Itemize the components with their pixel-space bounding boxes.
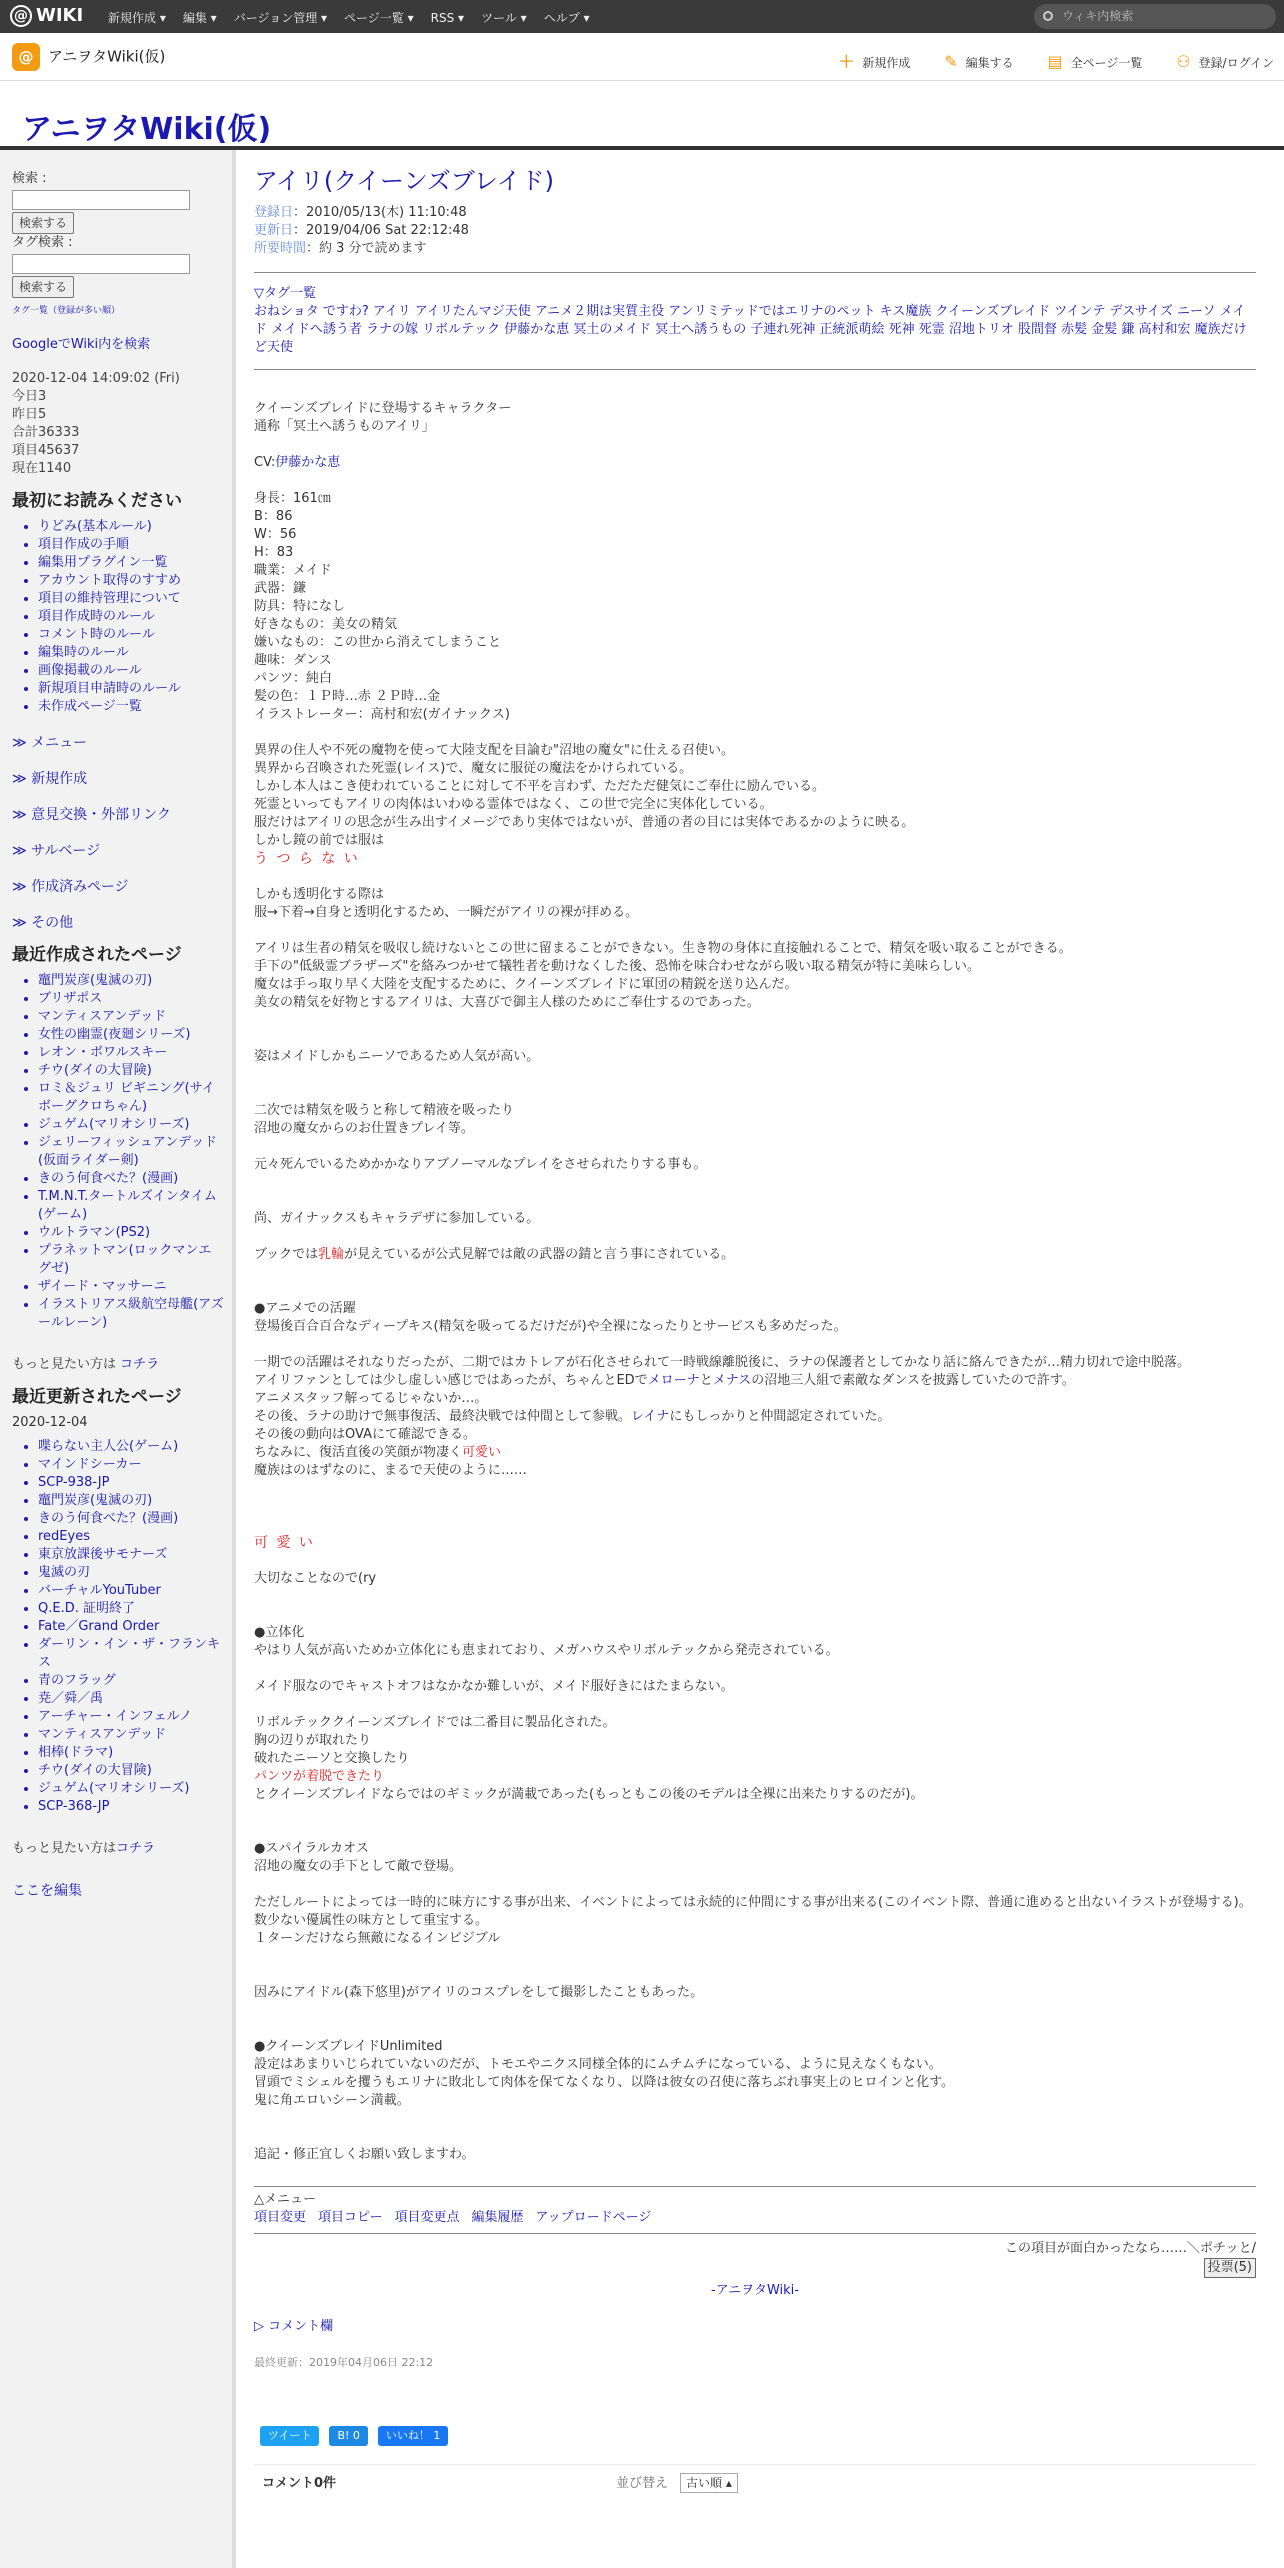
last-update: 最終更新：2019年04月06日 22:12 — [254, 2356, 434, 2369]
list-item[interactable]: • 新規項目申請時のルール — [38, 680, 224, 698]
text: しかし鏡の前では服は — [254, 833, 385, 848]
page-meta — [254, 204, 1256, 258]
text: 登場後百合百合なディープキス(精気を吸ってるだけだが)や全裸になったりとサービスも多めだった。 — [254, 1319, 847, 1334]
menu-link-copy[interactable]: 項目コピー — [318, 2210, 383, 2225]
recent-created-list — [38, 972, 224, 1332]
stat-current: 現在1140 — [12, 461, 72, 476]
list-item[interactable]: • SCP-938-JP — [38, 1474, 224, 1492]
section-heading: ●クイーンズブレイドUnlimited — [254, 2039, 443, 2054]
text: イラストレーター：高村和宏(ガイナックス) — [254, 707, 510, 722]
text: 元々死んでいるためかかなりアブノーマルなプレイをさせられたりする事も。 — [254, 1157, 707, 1172]
text: 身長：161㎝ — [254, 491, 331, 506]
list-item[interactable]: • 竈門炭彦(鬼滅の刃) — [38, 1492, 224, 1510]
text: しかも透明化する際は — [254, 887, 385, 902]
menu-edit[interactable]: 編集 ▾ — [182, 11, 217, 25]
list-item[interactable]: • 未作成ページ一覧 — [38, 698, 224, 716]
text: 趣味：ダンス — [254, 653, 332, 668]
site-logo-icon: @ — [12, 43, 40, 71]
text: 沼地の魔女からのお仕置きプレイ等。 — [254, 1121, 474, 1136]
comments-count: コメント0件 — [262, 2476, 337, 2491]
list-item[interactable]: • 画像掲載のルール — [38, 662, 224, 680]
list-item[interactable]: • 項目の維持管理について — [38, 590, 224, 608]
section-salvage[interactable]: ≫ サルベージ — [12, 843, 101, 859]
text: 通称「冥土へ誘うものアイリ」 — [254, 419, 435, 434]
text: 姿はメイドしかもニーソであるため人気が高い。 — [254, 1049, 540, 1064]
meta-key: 所要時間 — [254, 241, 307, 256]
text: 沼地の魔女の手下として敵で登場。 — [254, 1859, 463, 1874]
text: やはり人気が高いためか立体化にも恵まれており、メガハウスやリボルテックから発売されている。 — [254, 1643, 839, 1658]
site-header — [0, 33, 1284, 81]
list-item[interactable]: • ジュゲム(マリオシリーズ) — [38, 1780, 224, 1798]
text: 二次では精気を吸うと称して精液を吸ったり — [254, 1103, 515, 1118]
text: 数少ない優属性の味方として重宝する。 — [254, 1913, 489, 1928]
stat-today: 今日3 — [12, 389, 47, 404]
social-buttons — [254, 2426, 1256, 2446]
users-icon: ⚇ — [1176, 52, 1191, 71]
text: クイーンズブレイドに登場するキャラクター — [254, 401, 512, 416]
text: 魔族はのはずなのに、まるで天使のように…… — [254, 1463, 527, 1478]
list-item[interactable]: • 鬼滅の刃 — [38, 1564, 224, 1582]
text: その後、ラナの助けで無事復活、最終決戦では仲間として参戦。 — [254, 1409, 632, 1424]
list-item[interactable]: • ダーリン・イン・ザ・フランキス — [38, 1636, 224, 1672]
sort-label: 並び替え — [616, 2476, 669, 2491]
more-created-link[interactable]: コチラ — [120, 1357, 160, 1372]
list-item[interactable]: • ブリザポス — [38, 990, 224, 1008]
menu-pages[interactable]: ページ一覧 ▾ — [344, 11, 414, 25]
reina-link[interactable]: レイナ — [631, 1409, 670, 1424]
text: とクイーンズブレイドならではのギミックが満載であった(もっともこの後のモデルは全裸に出来たりするのだが)。 — [254, 1787, 924, 1802]
text: ブックでは — [254, 1247, 319, 1262]
sidebar-divider — [232, 150, 236, 2568]
list-item[interactable]: • 女性の幽霊(夜廻シリーズ) — [38, 1026, 224, 1044]
text: 職業：メイド — [254, 563, 332, 578]
first-read-heading: 最初にお読みください — [12, 491, 182, 511]
section-menu[interactable]: ≫ メニュー — [12, 735, 88, 751]
text: の沼地三人組で素敵なダンスを披露していたので許す。 — [751, 1373, 1075, 1388]
search-field[interactable] — [12, 190, 190, 210]
list-item[interactable]: • Fate／Grand Order — [38, 1618, 224, 1636]
melona-link[interactable]: メローナ — [647, 1373, 700, 1388]
list-item[interactable]: • 尭／舜／禹 — [38, 1690, 224, 1708]
list-item[interactable]: • プラネットマン(ロックマンエグゼ) — [38, 1242, 224, 1278]
list-item[interactable]: • きのう何食べた？(漫画) — [38, 1510, 224, 1528]
text: 異界の住人や不死の魔物を使って大陸支配を目論む"沼地の魔女"に仕える召使い。 — [254, 743, 734, 758]
text: パンツ：純白 — [254, 671, 333, 686]
text: 尚、ガイナックスもキャラデザに参加している。 — [254, 1211, 540, 1226]
search-label: 検索 : — [12, 171, 47, 186]
stat-datetime: 2020-12-04 14:09:02 (Fri) — [12, 371, 180, 386]
list-item[interactable]: • SCP-368-JP — [38, 1798, 224, 1816]
text: B：86 — [254, 509, 293, 524]
list-item[interactable]: • アカウント取得のすすめ — [38, 572, 224, 590]
section-heading: ●スパイラルカオス — [254, 1841, 369, 1856]
tag-search-button[interactable]: 検索する — [12, 276, 74, 298]
sort-select[interactable]: 古い順 ▴ — [680, 2473, 738, 2493]
text: 鬼に角エロいシーン満載。 — [254, 2093, 410, 2108]
menace-link[interactable]: メナス — [712, 1373, 752, 1388]
list-item[interactable]: • レオン・ボワルスキー — [38, 1044, 224, 1062]
list-item[interactable]: • きのう何食べた？(漫画) — [38, 1170, 224, 1188]
text: 服→下着→自身と透明化するため、一瞬だがアイリの裸が拝める。 — [254, 905, 639, 920]
text: 破れたニーソと交換したり — [254, 1751, 410, 1766]
menu-help[interactable]: ヘルプ ▾ — [543, 11, 590, 25]
text: アイリファンとしては少し虚しい感じではあったが、ちゃんとEDで — [254, 1373, 648, 1388]
list-item[interactable]: • コメント時のルール — [38, 626, 224, 644]
facebook-like-button[interactable]: いいね！ 1 — [378, 2426, 449, 2446]
more-label: もっと見たい方は — [12, 1357, 117, 1372]
hatena-bookmark-button[interactable]: B! 0 — [329, 2426, 367, 2446]
text: 好きなもの：美女の精気 — [254, 617, 398, 632]
page-title: アイリ(クイーンズブレイド) — [254, 167, 555, 195]
comment-toggle[interactable]: ▷ コメント欄 — [254, 2319, 334, 2334]
stat-total: 合計36333 — [12, 425, 80, 440]
list-item[interactable]: • ジュゲム(マリオシリーズ) — [38, 1116, 224, 1134]
list-item[interactable]: • マンティスアンデッド — [38, 1008, 224, 1026]
wiki-search-input[interactable]: ウィキ内検索 — [1034, 4, 1276, 29]
vote-text: この項目が面白かったなら……＼ポチッと/ — [1005, 2241, 1256, 2256]
menu-new[interactable]: 新規作成 ▾ — [108, 11, 166, 25]
text: 胸の辺りが取れたり — [254, 1733, 372, 1748]
more-updated — [12, 1840, 224, 1858]
text: 手下の"低級霊ブラザーズ"を絡みつかせて犠牲者を動けなくした後、恐怖を味合わせながら吸い取る精気が特に美味らしい。 — [254, 959, 981, 974]
banner-title[interactable]: アニヲタWiki(仮) — [22, 112, 272, 147]
text: 追記・修正宜しくお願い致しますわ。 — [254, 2147, 475, 2162]
text: W：56 — [254, 527, 297, 542]
text: その後の動向はOVAにて確認できる。 — [254, 1427, 476, 1442]
top-menu — [108, 9, 607, 26]
list-item[interactable]: • マンティスアンデッド — [38, 1726, 224, 1744]
list-item[interactable]: • Q.E.D. 証明終了 — [38, 1600, 224, 1618]
list-item[interactable]: • マインドシーカー — [38, 1456, 224, 1474]
list-item[interactable]: • redEyes — [38, 1528, 224, 1546]
emphasis-red: 乳輪 — [318, 1247, 345, 1262]
site-name[interactable]: @ アニヲタWiki(仮) — [12, 43, 165, 71]
section-heading: ●立体化 — [254, 1625, 305, 1640]
tag-search-field[interactable] — [12, 254, 190, 274]
tag-search-label: タグ検索 : — [12, 235, 73, 250]
text: 異界から召喚された死霊(レイス)で、魔女に服従の魔法をかけられている。 — [254, 761, 693, 776]
profile — [254, 490, 1256, 724]
menu-link-change[interactable]: 項目変更 — [254, 2210, 307, 2225]
section-created[interactable]: ≫ 作成済みページ — [12, 879, 129, 895]
stat-items: 項目45637 — [12, 443, 80, 458]
search-icon — [1043, 11, 1053, 21]
google-search-link[interactable]: GoogleでWiki内を検索 — [12, 337, 151, 352]
text: しかし本人はこき使われていることに対して不平を言わず、ただただ健気にご奉仕に励んでいる。 — [254, 779, 825, 794]
section-links[interactable]: ≫ 意見交換・外部リンク — [12, 807, 171, 823]
meta-value: ：2019/04/06 Sat 22:12:48 — [293, 223, 469, 238]
cv-label: CV: — [254, 455, 276, 470]
menu-link-diff[interactable]: 項目変更点 — [394, 2210, 460, 2225]
document-icon: ▤ — [1047, 52, 1063, 71]
text: 一期での活躍はそれなりだったが、二期ではカトレアが石化させられて一時戦線離脱後に、ラナの保護者としてかなり話に絡んできたが…精力切れで途中脱落。 — [254, 1355, 1191, 1370]
list-item[interactable]: • T.M.N.T.タートルズインタイム(ゲーム) — [38, 1188, 224, 1224]
search-button[interactable]: 検索する — [12, 212, 74, 234]
edit-here-link[interactable]: ここを編集 — [12, 1883, 82, 1899]
article — [254, 150, 1256, 2491]
menu-tools[interactable]: ツール ▾ — [481, 11, 527, 25]
text: 髪の色：１Ｐ時…赤 ２Ｐ時…金 — [254, 689, 441, 704]
list-item[interactable]: • ザイード・マッサーニ — [38, 1278, 224, 1296]
banner — [0, 82, 1284, 150]
section-new[interactable]: ≫ 新規作成 — [12, 771, 88, 787]
text: アニメスタッフ解ってるじゃないか…。 — [254, 1391, 488, 1406]
stat-yesterday: 昨日5 — [12, 407, 47, 422]
access-stats — [12, 370, 224, 478]
login-button[interactable]: ⚇ 登録/ログイン — [1176, 52, 1274, 71]
menu-link-upload[interactable]: アップロードページ — [535, 2210, 652, 2225]
more-label: もっと見たい方は — [12, 1841, 117, 1856]
list-item[interactable]: • ジェリーフィッシュアンデッド(仮面ライダー剣) — [38, 1134, 224, 1170]
emphasis-red: パンツが着脱できたり — [254, 1769, 385, 1784]
list-item[interactable]: • バーチャルYouTuber — [38, 1582, 224, 1600]
list-item[interactable]: • チウ(ダイの大冒険) — [38, 1062, 224, 1080]
list-item[interactable]: • 竈門炭彦(鬼滅の刃) — [38, 972, 224, 990]
text: 死霊といってもアイリの肉体はいわゆる霊体ではなく、この世で完全に実体化している。 — [254, 797, 773, 812]
text: 大切なことなので(ry — [254, 1571, 377, 1586]
recent-updated-date: 2020-12-04 — [12, 1415, 88, 1430]
text: メイド服なのでキャストオフはなかなか難しいが、メイド服好きにはたまらない。 — [254, 1679, 734, 1694]
list-item[interactable]: • りどみ(基本ルール) — [38, 518, 224, 536]
text: 服だけはアイリの思念が生み出すイメージであり実体ではないが、普通の者の目には実体であるかのように映る。 — [254, 815, 915, 830]
meta-value: ：約 3 分で読めます — [306, 241, 427, 256]
list-item[interactable]: • 青のフラッグ — [38, 1672, 224, 1690]
all-pages-button[interactable]: ▤ 全ページ一覧 — [1047, 52, 1143, 71]
text: 設定はあまりいじられていないのだが、トモエやニクス同様全体的にムチムチになっている、ように見えなくもない。 — [254, 2057, 942, 2072]
list-item[interactable]: • 項目作成の手順 — [38, 536, 224, 554]
text: 武器：鎌 — [254, 581, 307, 596]
more-created — [12, 1356, 224, 1374]
pencil-icon: ✎ — [944, 52, 958, 71]
list-item[interactable]: • 喋らない主人公(ゲーム) — [38, 1438, 224, 1456]
text: が見えているが公式見解では敵の武器の錆と言う事にされている。 — [344, 1247, 735, 1262]
more-updated-link[interactable]: コチラ — [116, 1841, 156, 1856]
tag-list[interactable]: おねショタ ですわ? アイリ アイリたんマジ天使 アニメ２期は実質主役 アンリミテッドではエリナのペット キス魔族 クイーンズブレイド ツインテ デスサイズ ニーソ メイド メイドへ誘う者 ラナの嫁 リボルテック 伊藤かな恵 冥土のメイド 冥土へ誘うもの 子連れ死神 正統派萌絵 死神 死霊 沼地トリオ 股間督 赤髪 金髪 鎌 高村和宏 魔族だけど天使 — [254, 304, 1247, 355]
menu-link-history[interactable]: 編集履歴 — [471, 2210, 524, 2225]
list-item[interactable]: • ウルトラマン(PS2) — [38, 1224, 224, 1242]
menu-rss[interactable]: RSS ▾ — [430, 11, 465, 25]
at-logo-icon: @ — [10, 5, 32, 27]
recent-updated-list — [38, 1438, 224, 1816]
edit-button[interactable]: ✎ 編集する — [944, 52, 1014, 71]
tweet-button[interactable]: ツイート — [260, 2426, 319, 2446]
text: 冒頭でミシェルを攫うもエリナに敗北して肉体を保てなくなり、以降は彼女の召使に落ちぶれ事実上のヒロインと化す。 — [254, 2075, 955, 2090]
list-item[interactable]: • チウ(ダイの大冒険) — [38, 1762, 224, 1780]
text: H：83 — [254, 545, 294, 560]
list-item[interactable]: • ロミ＆ジュリ ビギニング(サイボーグクロちゃん) — [38, 1080, 224, 1116]
section-other[interactable]: ≫ その他 — [12, 915, 74, 931]
meta-value: ：2010/05/13(木) 11:10:48 — [293, 205, 467, 220]
emphasis-red: 可 愛 い — [254, 1535, 315, 1551]
recent-updated-heading: 最近更新されたページ — [12, 1387, 182, 1407]
comments-bar — [254, 2464, 1256, 2491]
wiki-logo[interactable]: @ WIKI — [10, 5, 83, 27]
header-actions — [808, 49, 1274, 72]
vote-button[interactable]: 投票(5) — [1204, 2258, 1256, 2278]
sidebar — [0, 150, 236, 2568]
footer-site-link[interactable]: -アニヲタWiki- — [711, 2283, 799, 2298]
new-page-button[interactable]: ＋ 新規作成 — [838, 52, 911, 71]
tag-list-link[interactable]: タグ一覧（登録が多い順） — [12, 306, 121, 316]
text: ただしルートによっては一時的に味方にする事が出来、イベントによっては永続的に仲間にする事が出来る(このイベント際、普通に進めると出ないイラストが登場する)。 — [254, 1895, 1252, 1910]
section-heading: ●アニメでの活躍 — [254, 1301, 356, 1316]
top-bar — [0, 0, 1284, 33]
meta-key: 登録日 — [254, 205, 294, 220]
list-item[interactable]: • 編集時のルール — [38, 644, 224, 662]
meta-key: 更新日 — [254, 223, 294, 238]
list-item[interactable]: • アーチャー・インフェルノ — [38, 1708, 224, 1726]
menu-heading: △メニュー — [254, 2192, 316, 2207]
text: 防具：特になし — [254, 599, 346, 614]
list-item[interactable]: • 編集用プラグイン一覧 — [38, 554, 224, 572]
first-read-list — [38, 518, 224, 716]
list-item[interactable]: • イラストリアス級航空母艦(アズールレーン) — [38, 1296, 224, 1332]
menu-version[interactable]: バージョン管理 ▾ — [233, 11, 328, 25]
text: １ターンだけなら無敵になるインビジブル — [254, 1931, 501, 1946]
page-menu — [254, 2209, 1256, 2227]
text: ちなみに、復活直後の笑顔が物凄く — [254, 1445, 463, 1460]
text: 因みにアイドル(森下悠里)がアイリのコスプレをして撮影したこともあった。 — [254, 1985, 704, 2000]
emphasis-red: 可愛い — [462, 1445, 502, 1460]
emphasis-red: う つ ら な い — [254, 851, 360, 867]
list-item[interactable]: • 東京放課後サモナーズ — [38, 1546, 224, 1564]
text: 美女の精気を好物とするアイリは、大喜びで御主人様のためにご奉仕するのであった。 — [254, 995, 760, 1010]
text: 嫌いなもの：この世から消えてしまうこと — [254, 635, 502, 650]
text: 魔女は手っ取り早く大陸を支配するために、クイーンズブレイドに軍団の精鋭を送り込んだ。 — [254, 977, 798, 992]
recent-created-heading: 最近作成されたページ — [12, 945, 182, 965]
text: リボルテッククイーンズブレイドでは二番目に製品化された。 — [254, 1715, 616, 1730]
text: と — [699, 1373, 713, 1388]
list-item[interactable]: • 項目作成時のルール — [38, 608, 224, 626]
cv-link[interactable]: 伊藤かな恵 — [275, 455, 341, 470]
text: アイリは生者の精気を吸収し続けないとこの世に留まることができない。生き物の身体に直接触れることで、精気を吸い取ることができる。 — [254, 941, 1072, 956]
tag-toggle[interactable]: ▽タグ一覧 — [254, 286, 316, 301]
list-item[interactable]: • 相棒(ドラマ) — [38, 1744, 224, 1762]
text: にもしっかりと仲間認定されていた。 — [669, 1409, 891, 1424]
plus-icon: ＋ — [838, 52, 855, 71]
